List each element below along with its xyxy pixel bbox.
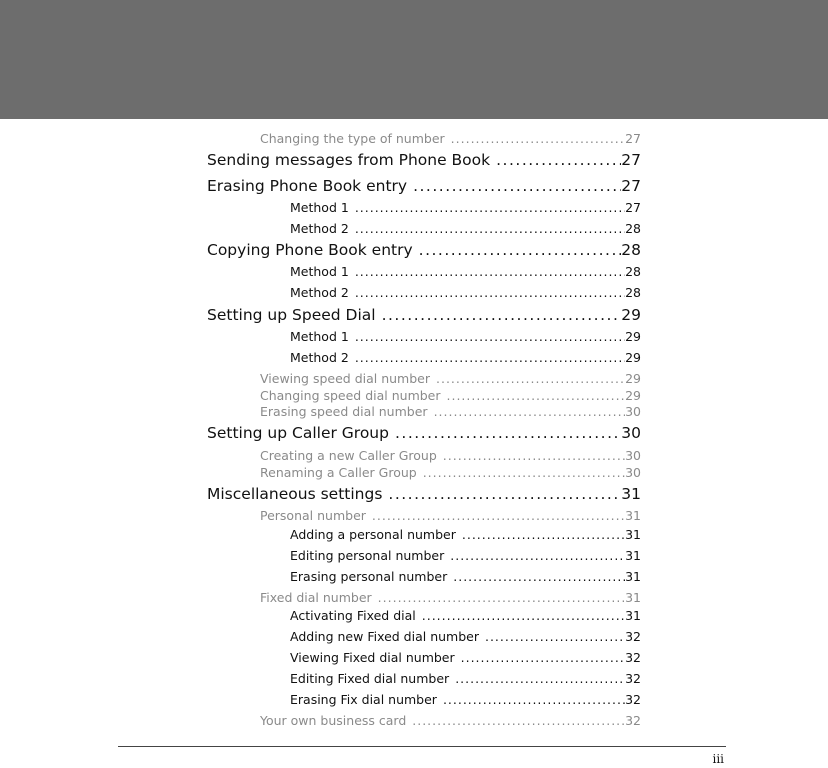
dot-leader: [389, 424, 621, 442]
toc-entry-title: Creating a new Caller Group: [260, 448, 437, 463]
dot-leader: [382, 485, 621, 503]
toc-entry: [207, 151, 641, 173]
dot-leader: [366, 508, 625, 523]
toc-entry-title: Viewing speed dial number: [260, 371, 431, 386]
dot-leader: [445, 131, 625, 146]
toc-entry: [290, 200, 641, 218]
toc-entry-page: 28: [625, 221, 641, 236]
toc-entry-page: 32: [625, 713, 641, 728]
toc-entry-page: 29: [625, 350, 641, 365]
toc-entry: [290, 650, 641, 668]
toc-entry: [207, 306, 641, 328]
toc-entry-page: 31: [625, 569, 641, 584]
toc-entry-title: Method 2: [290, 285, 349, 300]
toc-entry-title: Renaming a Caller Group: [260, 465, 417, 480]
toc-entry-title: Your own business card: [260, 713, 407, 728]
toc-entry-page: 29: [625, 371, 641, 386]
dot-leader: [437, 448, 625, 463]
toc-entry-title: Setting up Speed Dial: [207, 306, 376, 324]
toc-entry-title: Method 2: [290, 221, 349, 236]
toc-entry-title: Changing speed dial number: [260, 388, 441, 403]
toc-entry-title: Erasing Phone Book entry: [207, 177, 408, 195]
dot-leader: [407, 177, 621, 195]
toc-entry-page: 31: [625, 527, 641, 542]
page-number: iii: [712, 752, 724, 766]
dot-leader: [437, 692, 625, 707]
toc-entry-page: 32: [625, 671, 641, 686]
dot-leader: [490, 151, 621, 169]
toc-entry: [290, 569, 641, 587]
toc-entry-title: Method 1: [290, 329, 349, 344]
toc-entry: [290, 527, 641, 545]
dot-leader: [441, 388, 626, 403]
toc-entry-page: 29: [621, 306, 641, 324]
toc-entry-title: Fixed dial number: [260, 590, 372, 605]
toc-entry: [260, 590, 641, 608]
toc-entry-page: 27: [625, 131, 641, 146]
toc-entry: [290, 221, 641, 239]
toc-entry-title: Miscellaneous settings: [207, 485, 383, 503]
toc-entry-page: 31: [625, 508, 641, 523]
toc-entry-page: 31: [621, 485, 641, 503]
dot-leader: [349, 285, 625, 300]
toc-entry: [290, 548, 641, 566]
toc-entry: [290, 285, 641, 303]
toc-entry-title: Method 2: [290, 350, 349, 365]
toc-entry-page: 27: [625, 200, 641, 215]
toc-entry-title: Method 1: [290, 264, 349, 279]
dot-leader: [349, 350, 625, 365]
toc-entry-page: 31: [625, 548, 641, 563]
toc-entry: [207, 485, 641, 507]
toc-entry-title: Activating Fixed dial: [290, 608, 416, 623]
toc-entry-title: Viewing Fixed dial number: [290, 650, 455, 665]
toc-entry-page: 28: [625, 264, 641, 279]
dot-leader: [417, 465, 625, 480]
toc-entry: [290, 692, 641, 710]
dot-leader: [430, 371, 625, 386]
dot-leader: [416, 608, 625, 623]
toc-entry: [290, 329, 641, 347]
toc-entry: [260, 404, 641, 422]
toc-entry-title: Adding new Fixed dial number: [290, 629, 479, 644]
dot-leader: [455, 650, 625, 665]
toc-entry-page: 32: [625, 629, 641, 644]
toc-entry-page: 32: [625, 650, 641, 665]
toc-entry-title: Editing Fixed dial number: [290, 671, 450, 686]
dot-leader: [349, 221, 625, 236]
toc-entry: [290, 671, 641, 689]
toc-entry-page: 30: [625, 448, 641, 463]
toc-entry-page: 30: [625, 404, 641, 419]
toc-entry-title: Erasing speed dial number: [260, 404, 428, 419]
dot-leader: [406, 713, 625, 728]
toc-entry-title: Copying Phone Book entry: [207, 241, 413, 259]
footer-rule: [118, 746, 726, 747]
toc-entry: [260, 131, 641, 149]
toc-entry: [290, 608, 641, 626]
toc-entry-page: 30: [621, 424, 641, 442]
toc-entry-page: 32: [625, 692, 641, 707]
toc-entry-page: 31: [625, 590, 641, 605]
dot-leader: [447, 569, 625, 584]
dot-leader: [428, 404, 626, 419]
toc-entry-title: Setting up Caller Group: [207, 424, 389, 442]
toc-entry: [260, 448, 641, 466]
toc-entry-page: 28: [625, 285, 641, 300]
dot-leader: [456, 527, 625, 542]
dot-leader: [349, 264, 625, 279]
toc-entry-title: Changing the type of number: [260, 131, 445, 146]
toc-entry: [260, 465, 641, 483]
toc-entry: [290, 350, 641, 368]
toc-entry-page: 29: [625, 388, 641, 403]
toc-entry-title: Method 1: [290, 200, 349, 215]
toc-entry-title: Editing personal number: [290, 548, 445, 563]
dot-leader: [413, 241, 622, 259]
toc-entry: [207, 424, 641, 446]
toc-entry: [290, 264, 641, 282]
toc-entry-title: Sending messages from Phone Book: [207, 151, 491, 169]
toc-entry-page: 29: [625, 329, 641, 344]
toc-entry-page: 30: [625, 465, 641, 480]
toc-entry: [207, 177, 641, 199]
toc-entry-page: 27: [621, 177, 641, 195]
dot-leader: [349, 329, 625, 344]
toc-entry-page: 27: [621, 151, 641, 169]
toc-entry-title: Personal number: [260, 508, 366, 523]
dot-leader: [349, 200, 625, 215]
toc-entry-title: Erasing personal number: [290, 569, 448, 584]
dot-leader: [444, 548, 625, 563]
toc-entry: [260, 508, 641, 526]
dot-leader: [372, 590, 625, 605]
toc-entry: [260, 371, 641, 389]
toc-entry-title: Erasing Fix dial number: [290, 692, 437, 707]
dot-leader: [376, 306, 622, 324]
toc-entry: [290, 629, 641, 647]
toc-entry-title: Adding a personal number: [290, 527, 456, 542]
dot-leader: [449, 671, 625, 686]
toc-entry: [207, 241, 641, 263]
dot-leader: [479, 629, 625, 644]
toc-entry-page: 28: [621, 241, 641, 259]
toc-entry: [260, 713, 641, 731]
toc-entry-page: 31: [625, 608, 641, 623]
